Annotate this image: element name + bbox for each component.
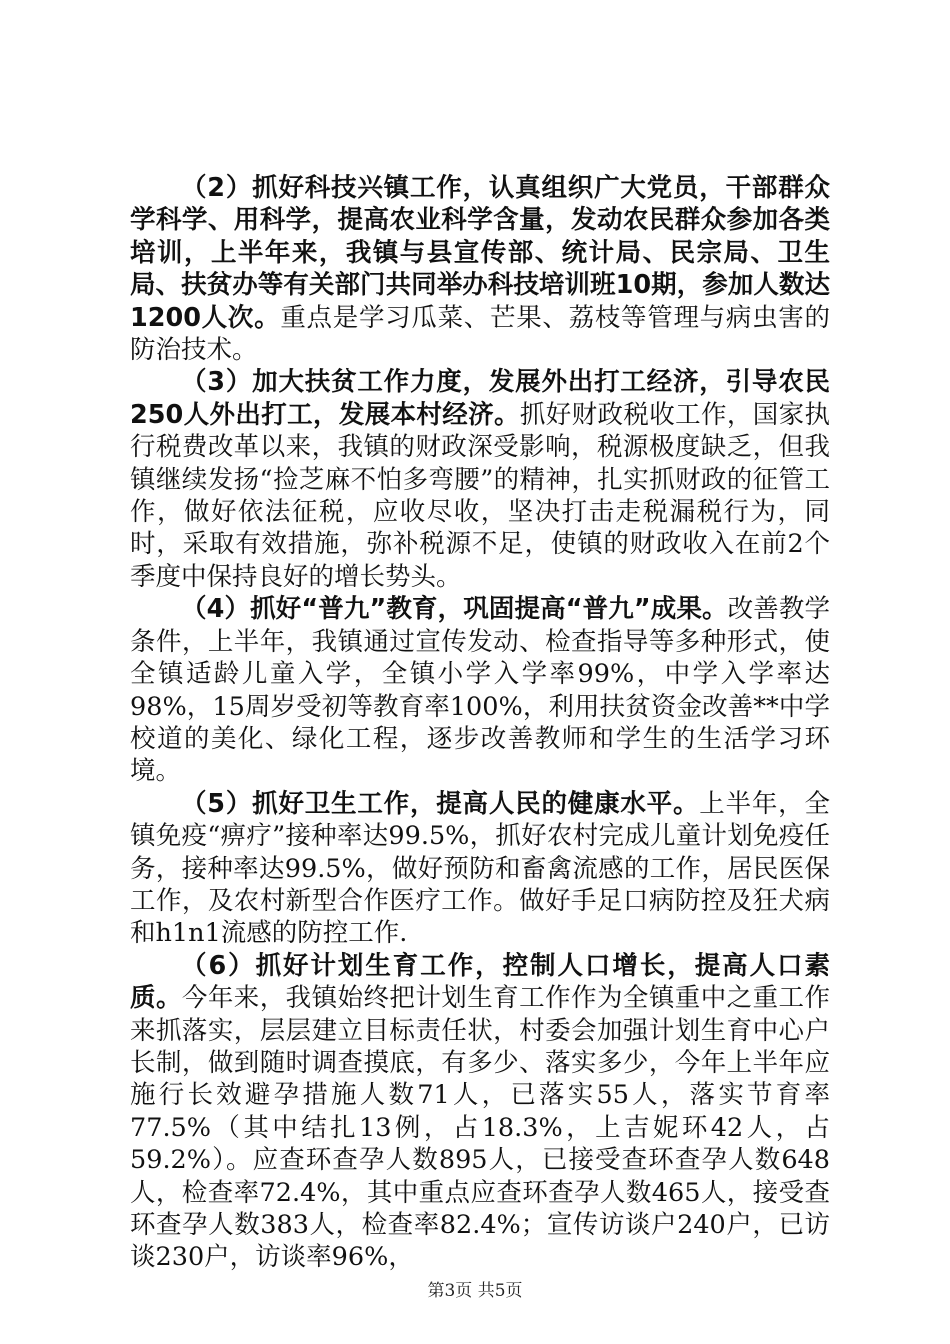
paragraph-2 [130,172,830,366]
paragraph-heading: （5）抓好卫生工作，提高人民的健康水平。 [181,788,700,819]
paragraph-heading: （3）加大扶贫工作力度，发展外出打工经济，引导农民250人外出打工，发展本村经济。 [130,367,830,430]
paragraph-heading: （4）抓好“普九”教育，巩固提高“普九”成果。 [181,594,728,625]
paragraph-text: 今年来，我镇始终把计划生育工作作为全镇重中之重工作来抓落实，层层建立目标责任状，村委会加强计划生育中心户长制，做到随时调查摸底，有多少、落实多少，今年上半年应施行长效避孕措施人数71人，已落实55人，落实节育率77.5%（其中结扎13例，占18.3%，上吉妮环42人，占59.2%）。应查环查孕人数895人，已接受查环查孕人数648人，检查率72.4%，其中重点应查环查孕人数465人，接受查环查孕人数383人，检查率82.4%；宣传访谈户240户，已访谈230户，访谈率96%， [130,983,830,1273]
paragraph-text: 抓好财政税收工作，国家执行税费改革以来，我镇的财政深受影响，税源极度缺乏，但我镇继续发扬“捡芝麻不怕多弯腰”的精神，扎实抓财政的征管工作，做好依法征税，应收尽收，坚决打击走税漏税行为，同时，采取有效措施，弥补税源不足，使镇的财政收入在前2个季度中保持良好的增长势头。 [130,399,830,592]
paragraph-text: 改善教学条件，上半年，我镇通过宣传发动、检查指导等多种形式，使全镇适龄儿童入学，全镇小学入学率99%，中学入学率达98%，15周岁受初等教育率100%，利用扶贫资金改善**中学校道的美化、绿化工程，逐步改善教师和学生的生活学习环境。 [130,594,830,787]
paragraph-5 [130,788,830,950]
paragraph-3 [130,366,830,593]
paragraph-heading: （2）抓好科技兴镇工作，认真组织广大党员，干部群众学科学、用科学，提高农业科学含量，发动农民群众参加各类培训，上半年来，我镇与县宣传部、统计局、民宗局、卫生局、扶贫办等有关部门共同举办科技培训班10期，参加人数达1200人次。 [130,173,830,333]
paragraph-heading: （6）抓好计划生育工作，控制人口增长，提高人口素质。 [130,950,830,1014]
paragraph-6 [130,950,830,1274]
paragraph-text: 上半年，全镇免疫“痹疗”接种率达99.5%，抓好农村完成儿童计划免疫任务，接种率达99.5%，做好预防和畜禽流感的工作，居民医保工作，及农村新型合作医疗工作。做好手足口病防控及狂犬病和h1n1流感的防控工作. [130,788,830,949]
paragraph-text: 重点是学习瓜菜、芒果、荔枝等管理与病虫害的防治技术。 [130,302,830,366]
page-number-footer: 第3页 共5页 [427,1281,523,1301]
document-body [130,172,830,1274]
paragraph-4 [130,593,830,787]
